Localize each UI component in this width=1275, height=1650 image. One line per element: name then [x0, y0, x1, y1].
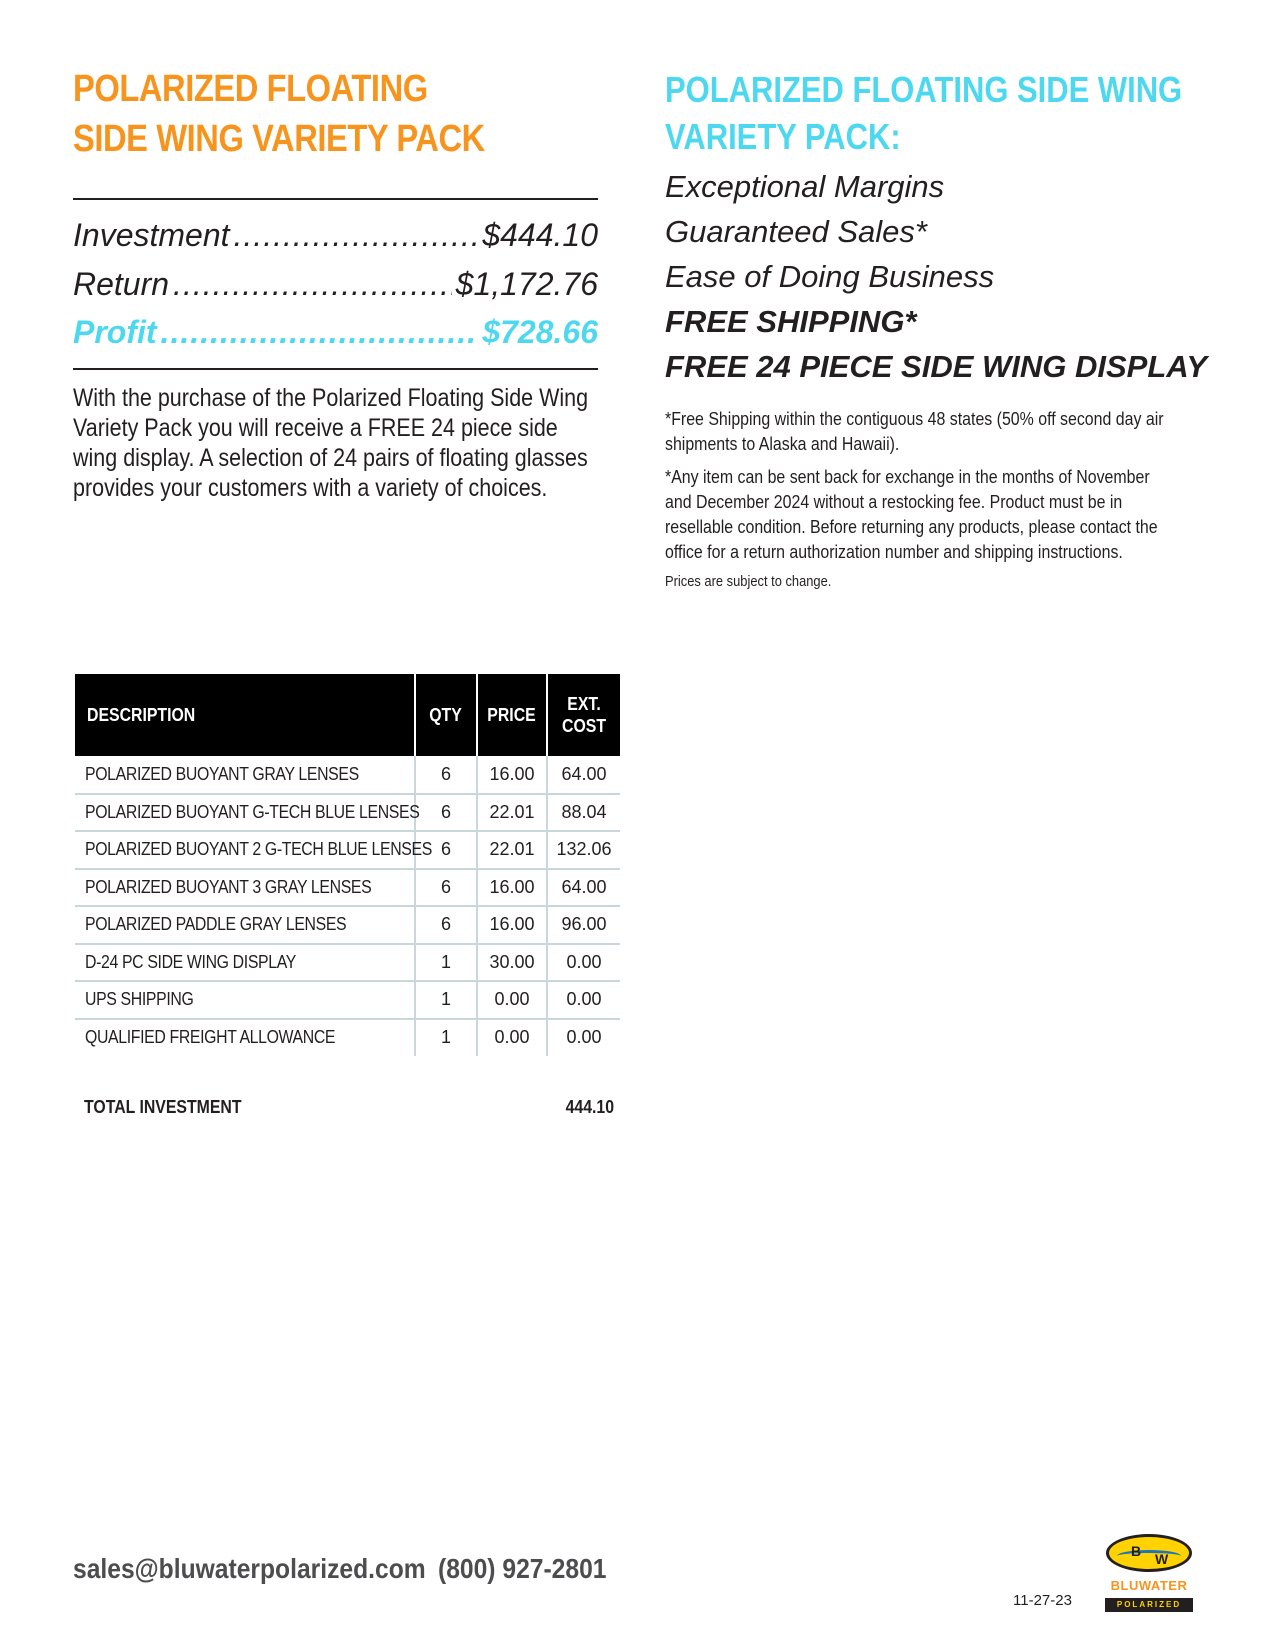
cell-price: 22.01 [477, 831, 547, 869]
logo-letter-w: W [1155, 1551, 1169, 1567]
right-title-line2: VARIETY PACK: [665, 116, 901, 157]
return-label: Return [73, 266, 170, 302]
intro-paragraph: With the purchase of the Polarized Floating Side Wing Variety Pack you will receive a FREE 24 piece side wing display. A selection of 24 pairs of floating glasses provides your customers with a variety of choices. [73, 384, 589, 502]
divider-bottom [73, 368, 598, 370]
cell-description: POLARIZED BUOYANT GRAY LENSES [75, 756, 415, 794]
cell-qty: 6 [415, 869, 477, 907]
divider-top [73, 198, 598, 200]
total-label: TOTAL INVESTMENT [84, 1097, 242, 1117]
cell-ext-cost: 88.04 [547, 794, 620, 832]
cell-ext-cost: 0.00 [547, 944, 620, 982]
table-row [75, 794, 620, 832]
cell-description: POLARIZED BUOYANT 2 G-TECH BLUE LENSES [75, 831, 415, 869]
cell-qty: 6 [415, 831, 477, 869]
header-qty: QTY [415, 674, 477, 756]
fine-print [665, 406, 1164, 600]
table-row [75, 1019, 620, 1057]
cell-description: D-24 PC SIDE WING DISPLAY [75, 944, 415, 982]
logo-letter-b: B [1131, 1543, 1142, 1559]
cell-qty: 6 [415, 756, 477, 794]
table-row [75, 944, 620, 982]
wave-icon [1117, 1550, 1181, 1562]
return-row [73, 264, 598, 304]
benefit-item: FREE SHIPPING* [665, 304, 917, 339]
table-row [75, 906, 620, 944]
logo-brand-name: BLUWATER [1110, 1578, 1188, 1593]
profit-value: $728.66 [482, 314, 598, 350]
cell-description: POLARIZED PADDLE GRAY LENSES [75, 906, 415, 944]
dot-leader [173, 264, 452, 304]
logo-emblem-icon [1106, 1534, 1192, 1572]
header-description: DESCRIPTION [75, 674, 415, 756]
table-row [75, 869, 620, 907]
contact-line [73, 1553, 607, 1585]
cell-ext-cost: 64.00 [547, 869, 620, 907]
note-exchange: *Any item can be sent back for exchange in the months of November and December 2024 without a restocking fee. Product must be in resellable condition. Before returning any products, please contact the office for a return authorization number and shipping instructions. [665, 466, 1158, 562]
investment-value: $444.10 [482, 217, 598, 253]
cell-description: POLARIZED BUOYANT 3 GRAY LENSES [75, 869, 415, 907]
cell-price: 0.00 [477, 1019, 547, 1057]
cell-qty: 1 [415, 944, 477, 982]
benefit-item: Guaranteed Sales* [665, 214, 927, 249]
cell-ext-cost: 64.00 [547, 756, 620, 794]
left-title-line2: SIDE WING VARIETY PACK [73, 118, 485, 160]
table-header-row [75, 674, 620, 756]
profit-label: Profit [73, 314, 157, 350]
logo-subtitle: POLARIZED [1105, 1598, 1193, 1612]
benefits-list [665, 164, 1265, 389]
investment-row [73, 215, 598, 255]
table-row [75, 756, 620, 794]
cell-qty: 6 [415, 906, 477, 944]
table-row [75, 981, 620, 1019]
table-row [75, 831, 620, 869]
cell-price: 0.00 [477, 981, 547, 1019]
cell-description: QUALIFIED FREIGHT ALLOWANCE [75, 1019, 415, 1057]
total-investment-row [84, 1097, 614, 1118]
cell-ext-cost: 0.00 [547, 981, 620, 1019]
benefit-item: Ease of Doing Business [665, 259, 995, 294]
cell-description: POLARIZED BUOYANT G-TECH BLUE LENSES [75, 794, 415, 832]
cell-price: 30.00 [477, 944, 547, 982]
right-title-line1: POLARIZED FLOATING SIDE WING [665, 69, 1183, 110]
cell-qty: 1 [415, 981, 477, 1019]
cell-price: 22.01 [477, 794, 547, 832]
total-value: 444.10 [565, 1097, 614, 1117]
dot-leader [234, 215, 479, 255]
cell-ext-cost: 0.00 [566, 1027, 602, 1048]
cell-ext-cost: 96.00 [547, 906, 620, 944]
cell-qty: 1 [415, 1019, 477, 1057]
investment-label: Investment [73, 217, 230, 253]
bluwater-logo [1103, 1534, 1195, 1630]
left-title-line1: POLARIZED FLOATING [73, 68, 428, 110]
cell-price: 16.00 [477, 906, 547, 944]
document-date: 11-27-23 [1013, 1592, 1072, 1609]
header-price: PRICE [477, 674, 547, 756]
cell-description: UPS SHIPPING [75, 981, 415, 1019]
note-shipping: *Free Shipping within the contiguous 48 states (50% off second day air shipments to Alaska and Hawaii). [665, 408, 1164, 454]
left-title [73, 64, 537, 164]
profit-row [73, 312, 598, 352]
right-title [665, 66, 1181, 160]
benefit-item: Exceptional Margins [665, 169, 945, 204]
cell-price: 16.00 [477, 869, 547, 907]
benefit-item: FREE 24 PIECE SIDE WING DISPLAY [665, 349, 1208, 384]
dot-leader [161, 312, 479, 352]
cell-ext-cost: 132.06 [547, 831, 620, 869]
return-value: $1,172.76 [455, 266, 598, 302]
email-link[interactable]: sales@bluwaterpolarized.com [73, 1553, 426, 1584]
header-ext-cost: EXT. COST [547, 674, 620, 756]
phone-number: (800) 927-2801 [437, 1553, 607, 1584]
order-table [75, 674, 620, 1056]
note-prices: Prices are subject to change. [665, 573, 832, 590]
cell-price: 16.00 [477, 756, 547, 794]
cell-qty: 6 [415, 794, 477, 832]
